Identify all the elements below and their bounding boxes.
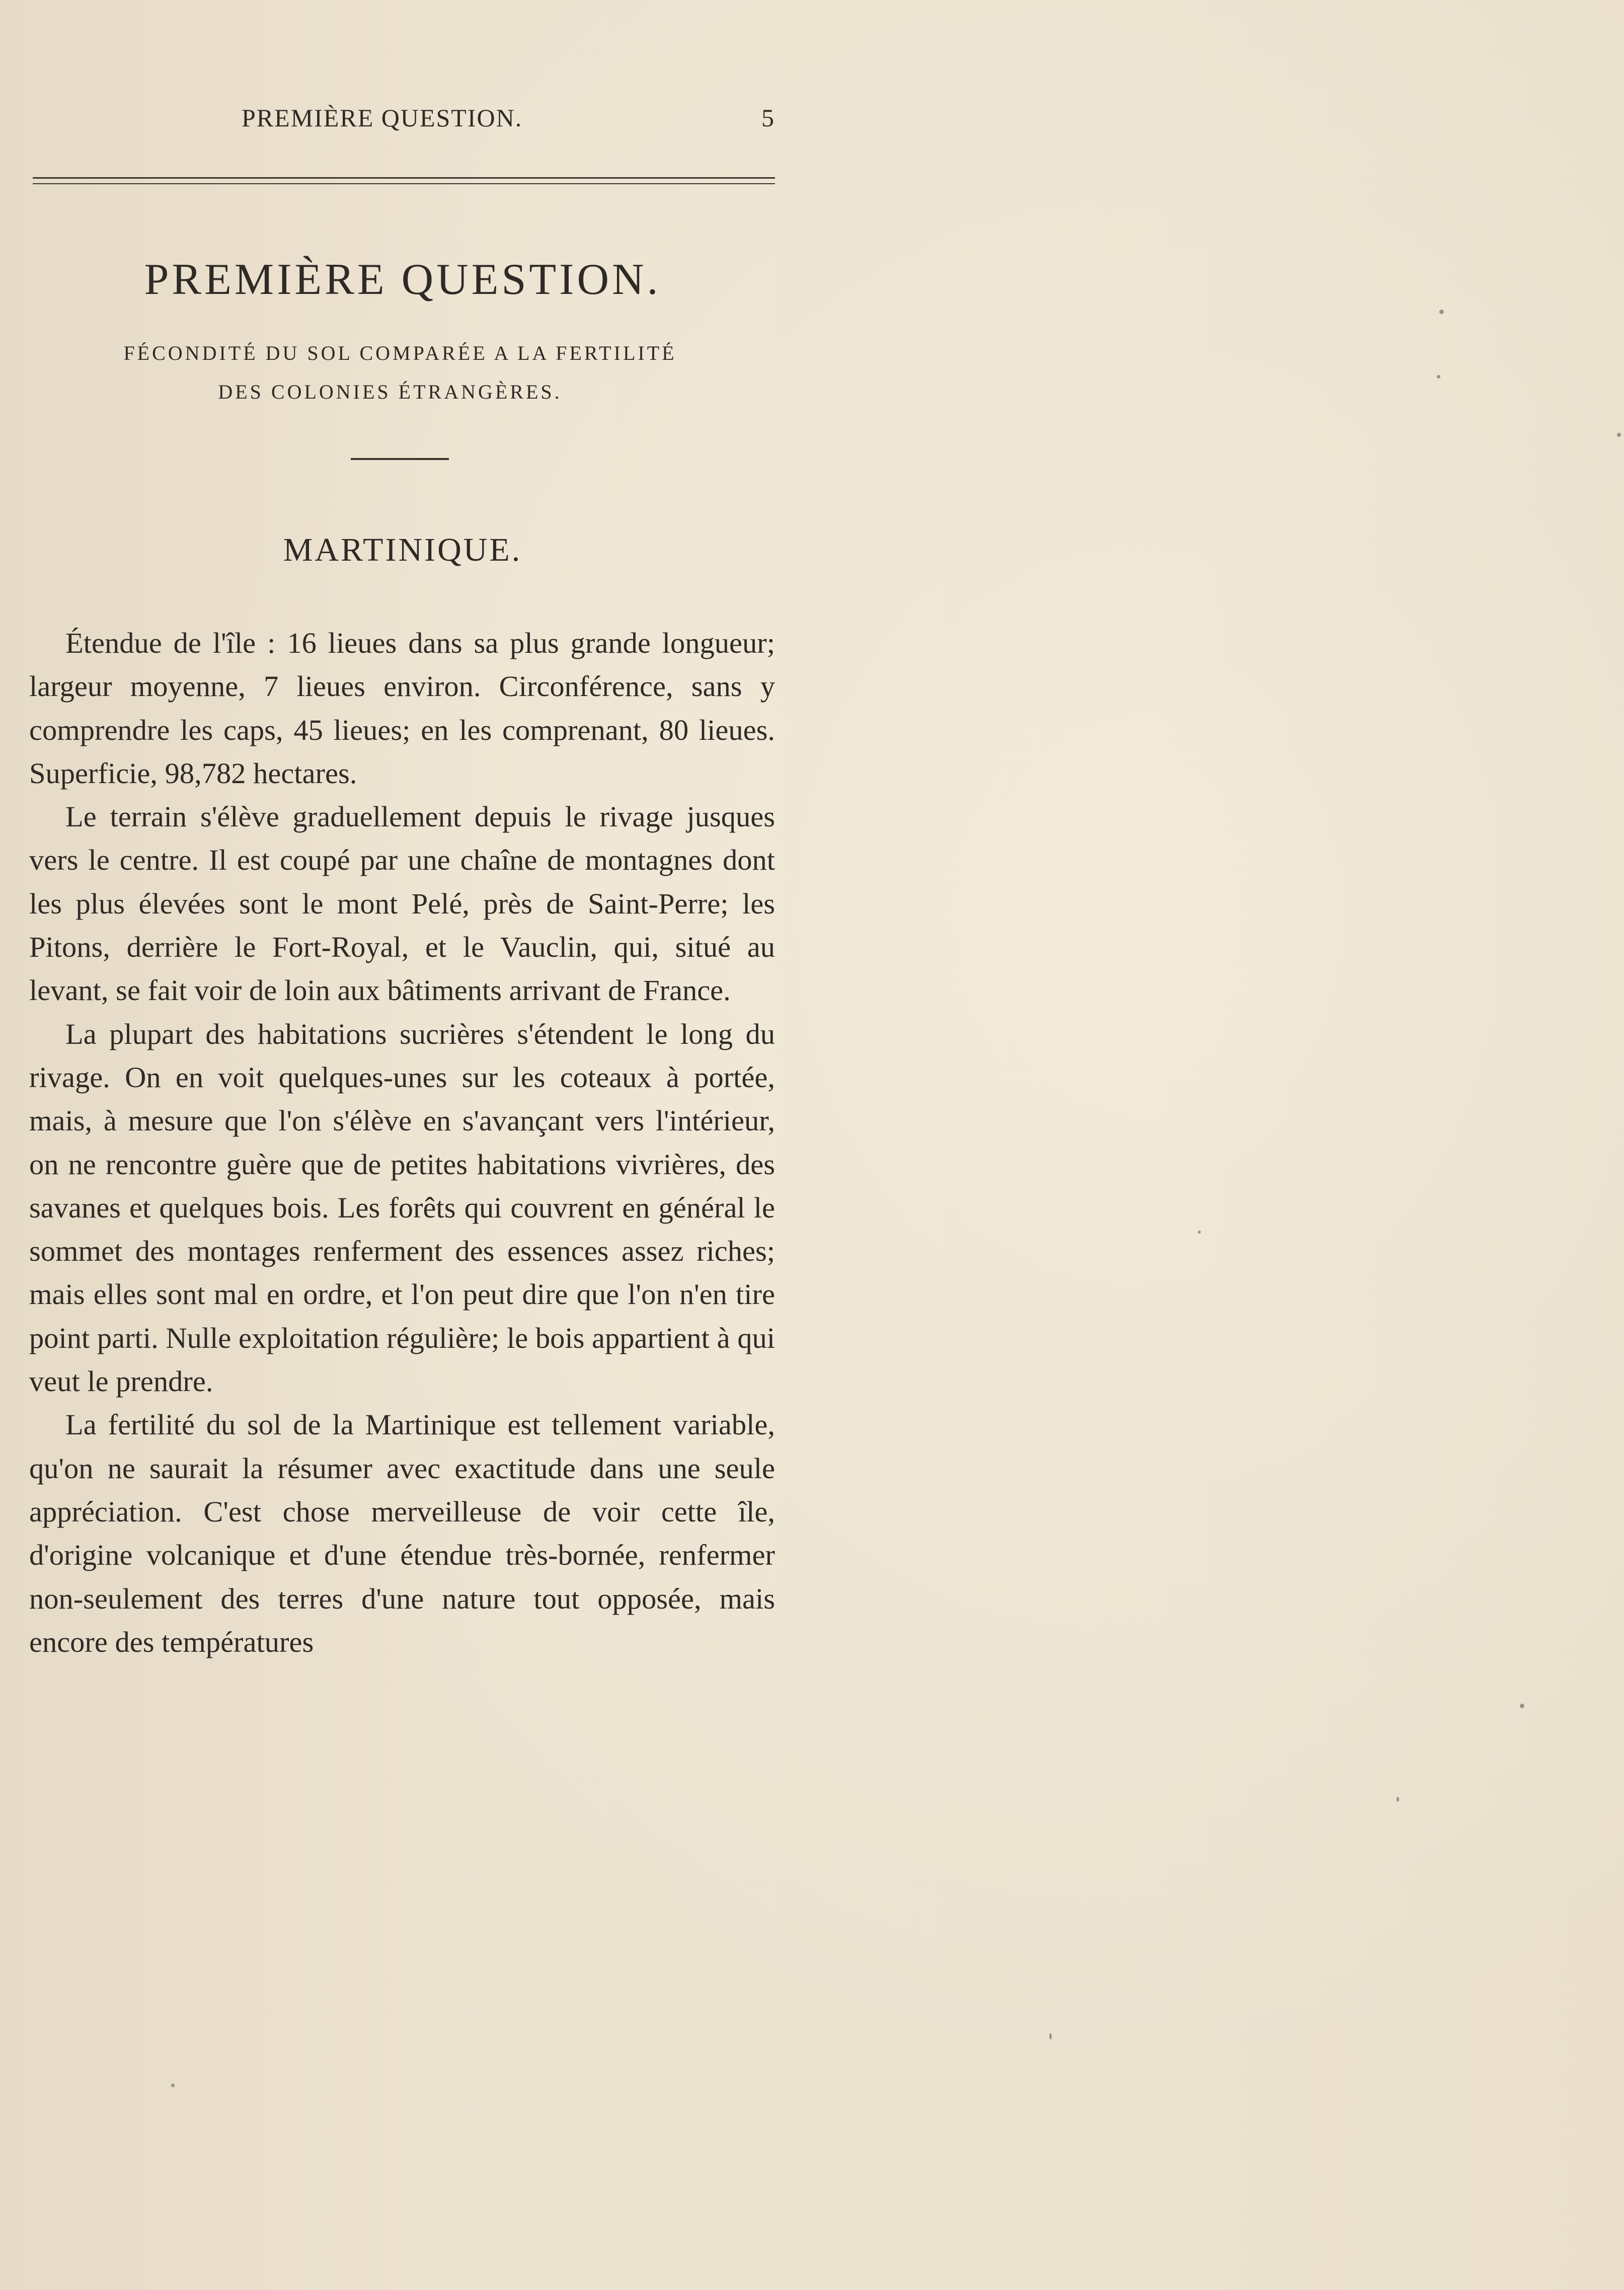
paper-speck [1198, 1231, 1201, 1234]
chapter-subtitle-line-2: DES COLONIES ÉTRANGÈRES. [218, 380, 562, 403]
running-head-title: PREMIÈRE QUESTION. [242, 104, 523, 132]
body-text [29, 622, 775, 1664]
short-divider [351, 458, 449, 460]
section-title: MARTINIQUE. [283, 531, 522, 568]
paper-speck [171, 2084, 175, 2087]
paper-speck [1397, 1797, 1399, 1802]
paragraph: Le terrain s'élève graduellement depuis le rivage jusques vers le centre. Il est coupé par une chaîne de montagnes dont les plus élevées sont le mont Pelé, près de Saint-Perre; les Pitons, derrière le Fort-Royal, et le Vauclin, qui, situé au levant, se fait voir de loin aux bâtiments arrivant de France. [29, 800, 775, 1007]
paragraph: La fertilité du sol de la Martinique est tellement variable, qu'on ne saurait la résumer avec exactitude dans une seule appréciation. C'est chose merveilleuse de voir cette île, d'origine volcanique et d'une étendue très-bornée, renfermer non-seulement des terres d'une nature tout opposée, mais encore des températures [29, 1408, 775, 1658]
paper-speck [1437, 375, 1440, 378]
paragraph: La plupart des habitations sucrières s'étendent le long du rivage. On en voit quelques-unes sur les coteaux à portée, mais, à mesure que l'on s'élève en s'avançant vers l'intérieur, on ne rencontre guère que de petites habitations vivrières, des savanes et quelques bois. Les forêts qui couvrent en général le sommet des montages renferment des essences assez riches; mais elles sont mal en ordre, et l'on peut dire que l'on n'en tire point parti. Nulle exploitation régulière; le bois appartient à qui veut le prendre. [29, 1017, 775, 1398]
paper-speck [1049, 2033, 1052, 2039]
paragraph: Étendue de l'île : 16 lieues dans sa plus grande longueur; largeur moyenne, 7 lieues environ. Circonférence, sans y comprendre les caps, 45 lieues; en les comprenant, 80 lieues. Superficie, 98,782 hectares. [29, 627, 775, 790]
double-rule [33, 177, 775, 184]
chapter-subtitle-line-1: FÉCONDITÉ DU SOL COMPARÉE A LA FERTILITÉ [123, 342, 677, 364]
paper-speck [1617, 433, 1621, 437]
chapter-title: PREMIÈRE QUESTION. [144, 255, 661, 304]
paper-speck [1439, 310, 1444, 314]
running-head [30, 103, 775, 138]
page-number: 5 [761, 104, 775, 132]
paper-speck [1520, 1704, 1524, 1708]
